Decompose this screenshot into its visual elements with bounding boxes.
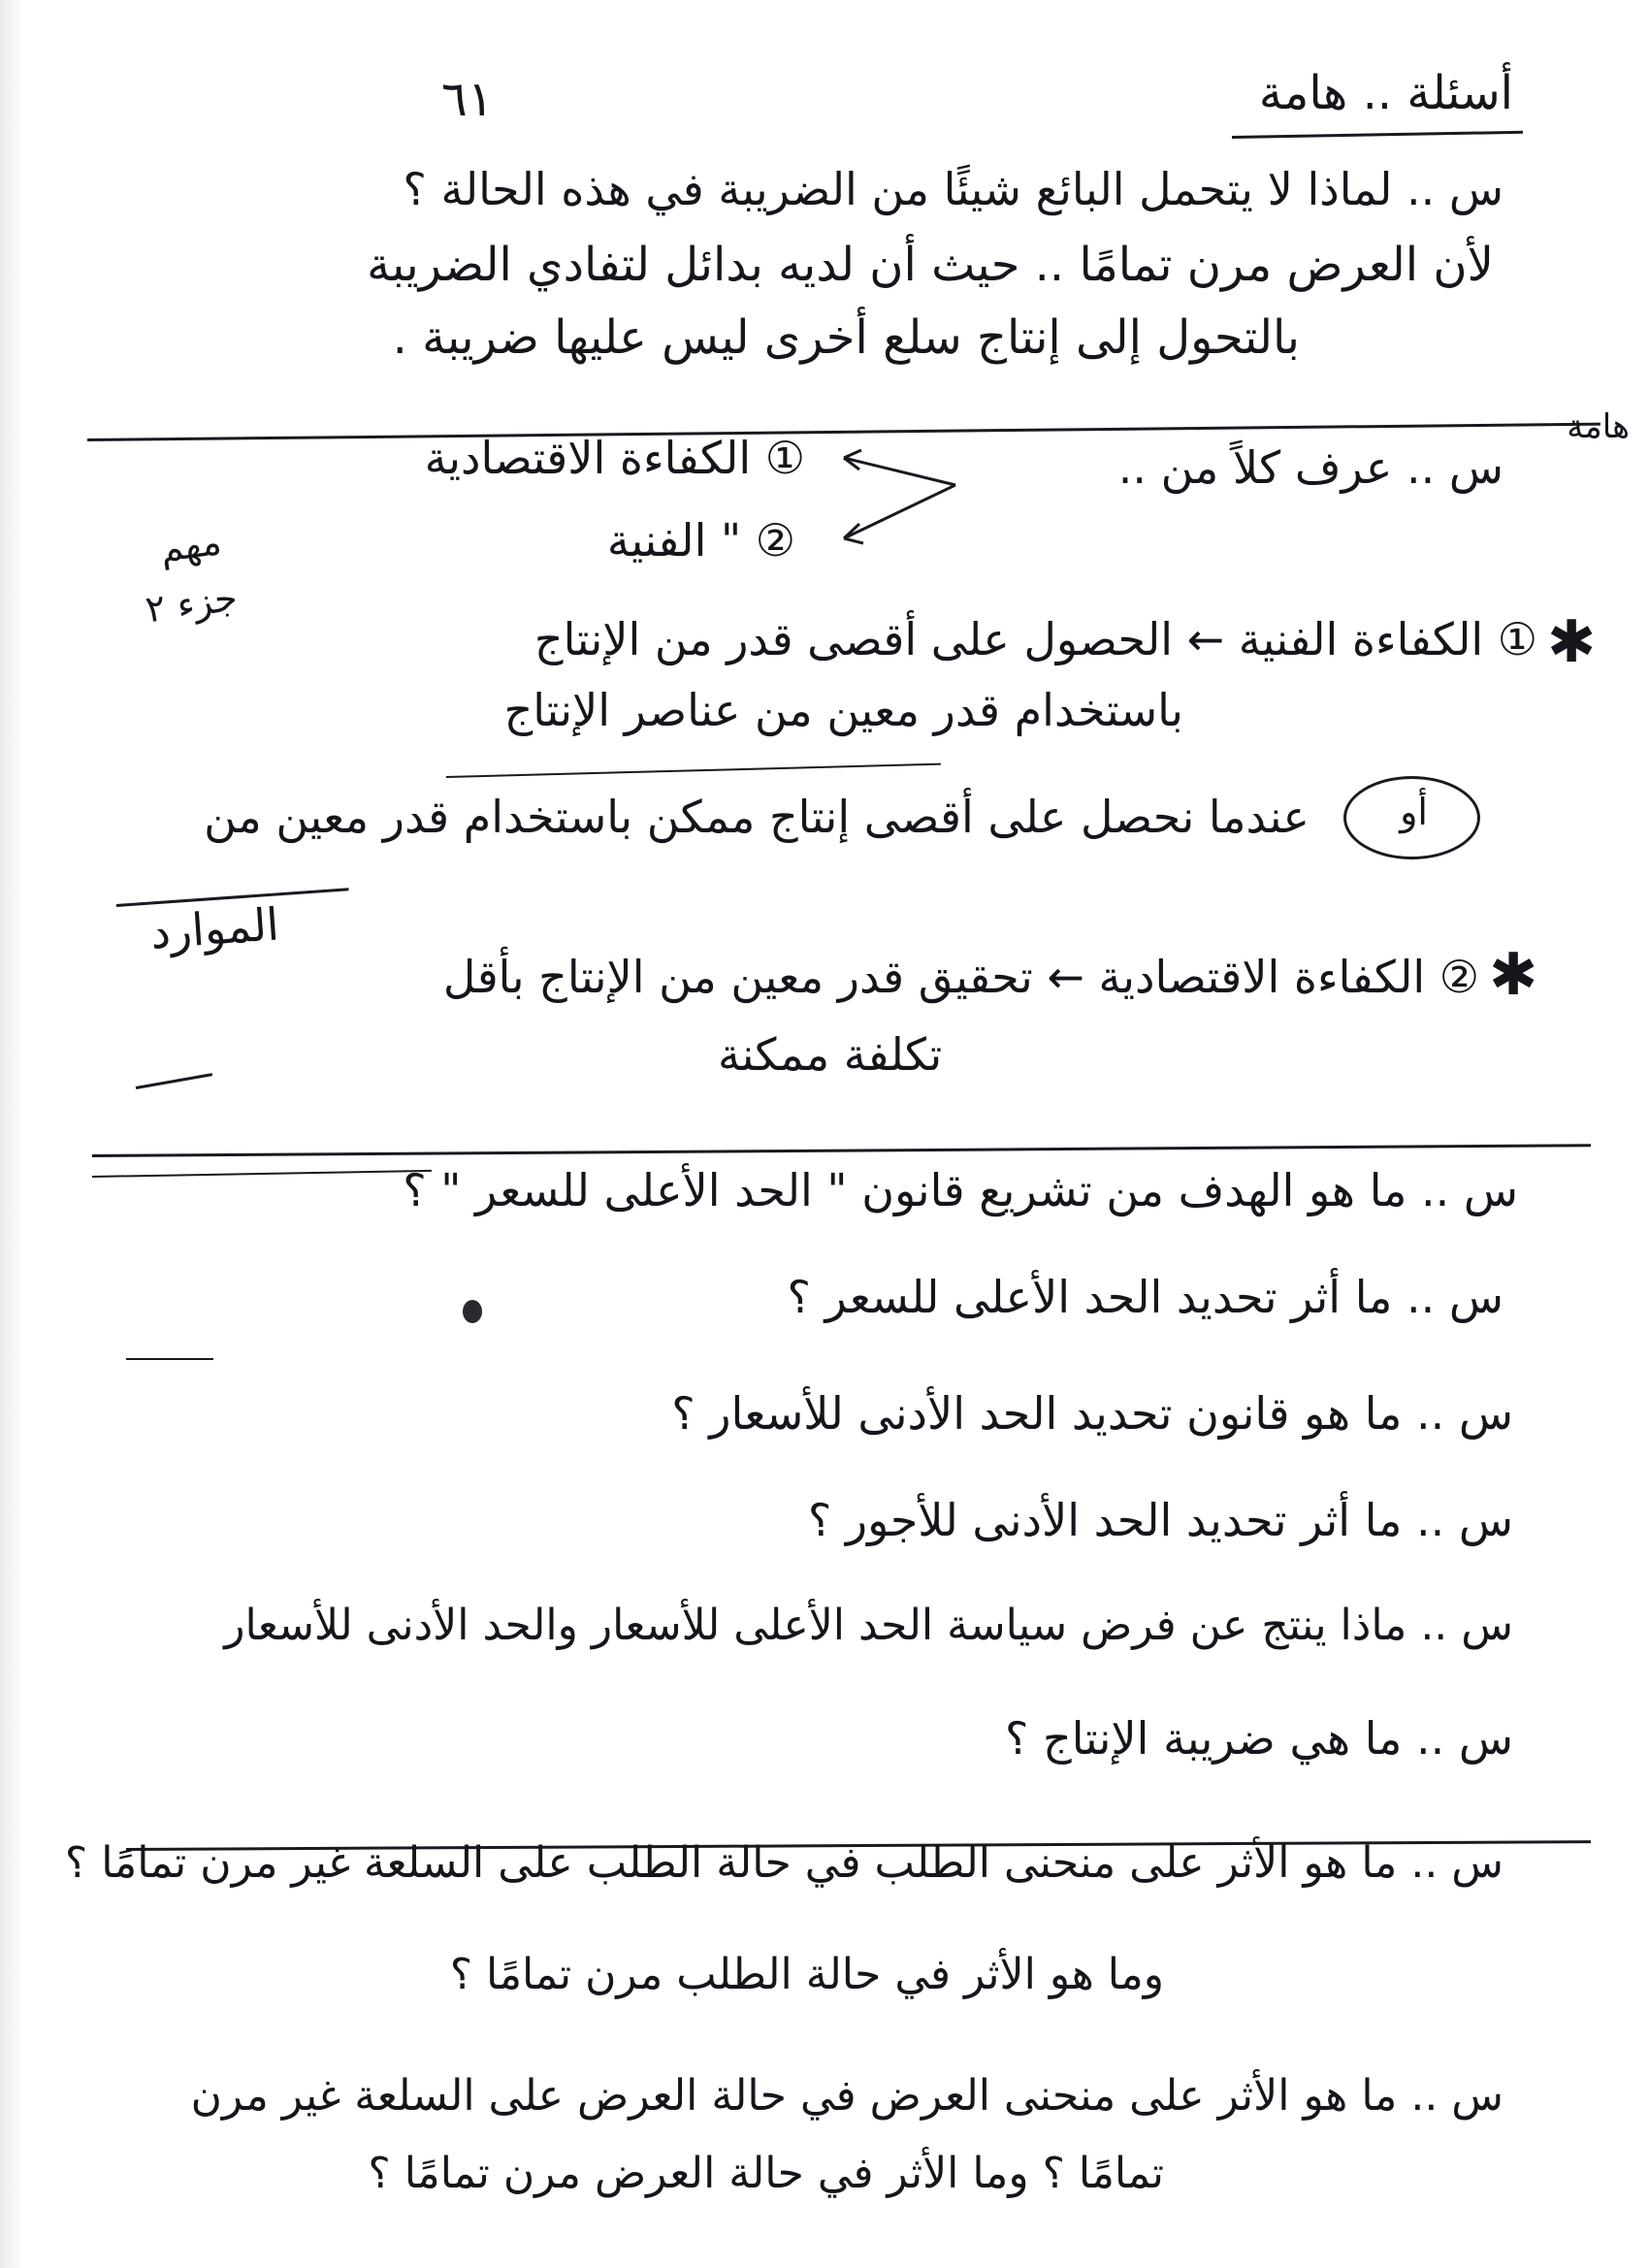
q2-option-technical: ② " الفنية	[606, 514, 795, 567]
q2-question: س .. عرف كلاً من ..	[1117, 441, 1504, 494]
asterisk-icon: ✱	[1547, 608, 1597, 676]
section-divider-2	[92, 1144, 1591, 1157]
section-divider-2b	[92, 1170, 432, 1178]
q5-line-1: س .. ما هو الأثر على منحنى العرض في حالة العرض على السلعة غير مرن	[190, 2071, 1504, 2121]
note-part: جزء ٢	[143, 575, 241, 632]
q4-line-2: وما هو الأثر في حالة الطلب مرن تمامًا ؟	[449, 1950, 1164, 1999]
def-economic-line2: تكلفة ممكنة	[718, 1028, 943, 1081]
def-technical-alt-line2: الموارد	[148, 897, 281, 959]
def-technical-line2: باستخدام قدر معين من عناصر الإنتاج	[503, 684, 1183, 736]
title-underline	[1232, 131, 1523, 139]
q1-question: س .. لماذا لا يتحمل البائع شيئًا من الضريبة في هذه الحالة ؟	[403, 163, 1504, 215]
def-economic-line1: ② الكفاءة الاقتصادية ← تحقيق قدر معين من الإنتاج بأقل	[442, 951, 1479, 1003]
scan-edge-shadow	[0, 0, 25, 2268]
q3-line-5: س .. ماذا ينتج عن فرض سياسة الحد الأعلى للأسعار والحد الأدنى للأسعار	[224, 1601, 1513, 1650]
margin-dash	[126, 1358, 213, 1360]
q3-line-4: س .. ما أثر تحديد الحد الأدنى للأجور ؟	[807, 1494, 1513, 1546]
def-technical-alt-line1: عندما نحصل على أقصى إنتاج ممكن باستخدام قدر معين من	[204, 791, 1310, 843]
def-technical-line1: ① الكفاءة الفنية ← الحصول على أقصى قدر من الإنتاج	[534, 613, 1537, 665]
q4-line-1: س .. ما هو الأثر على منحنى الطلب في حالة الطلب على السلعة غير مرن تمامًا ؟	[64, 1838, 1504, 1888]
q3-line-2: س .. ما أثر تحديد الحد الأعلى للسعر ؟	[787, 1271, 1504, 1323]
q1-answer-line2: بالتحول إلى إنتاج سلع أخرى ليس عليها ضريبة .	[392, 310, 1300, 365]
q3-line-3: س .. ما هو قانون تحديد الحد الأدنى للأسعار ؟	[671, 1387, 1513, 1440]
page-number: ٦١	[441, 71, 494, 127]
def-economic-underline	[136, 1073, 212, 1089]
branch-arrow-icon	[824, 446, 960, 553]
q2-margin-label: هامة	[1567, 407, 1630, 446]
q3-line-1: س .. ما هو الهدف من تشريع قانون " الحد الأعلى للسعر " ؟	[403, 1164, 1518, 1216]
q2-option-economic: ① الكفاءة الاقتصادية	[424, 432, 805, 484]
q5-line-2: تمامًا ؟ وما الأثر في حالة العرض مرن تمامًا ؟	[368, 2149, 1164, 2198]
section-divider-1	[87, 423, 1600, 441]
ink-dot	[463, 1300, 482, 1323]
page-title: أسئلة .. هامة	[1258, 66, 1513, 120]
q1-answer-line1: لأن العرض مرن تمامًا .. حيث أن لديه بدائل لتفادي الضريبة	[367, 238, 1494, 292]
asterisk-icon-2: ✱	[1489, 941, 1538, 1009]
def-technical-alt-label: أو	[1400, 791, 1428, 833]
def-underline	[446, 763, 941, 778]
note-important: مهم	[157, 519, 224, 571]
q3-line-6: س .. ما هي ضريبة الإنتاج ؟	[1005, 1712, 1513, 1765]
